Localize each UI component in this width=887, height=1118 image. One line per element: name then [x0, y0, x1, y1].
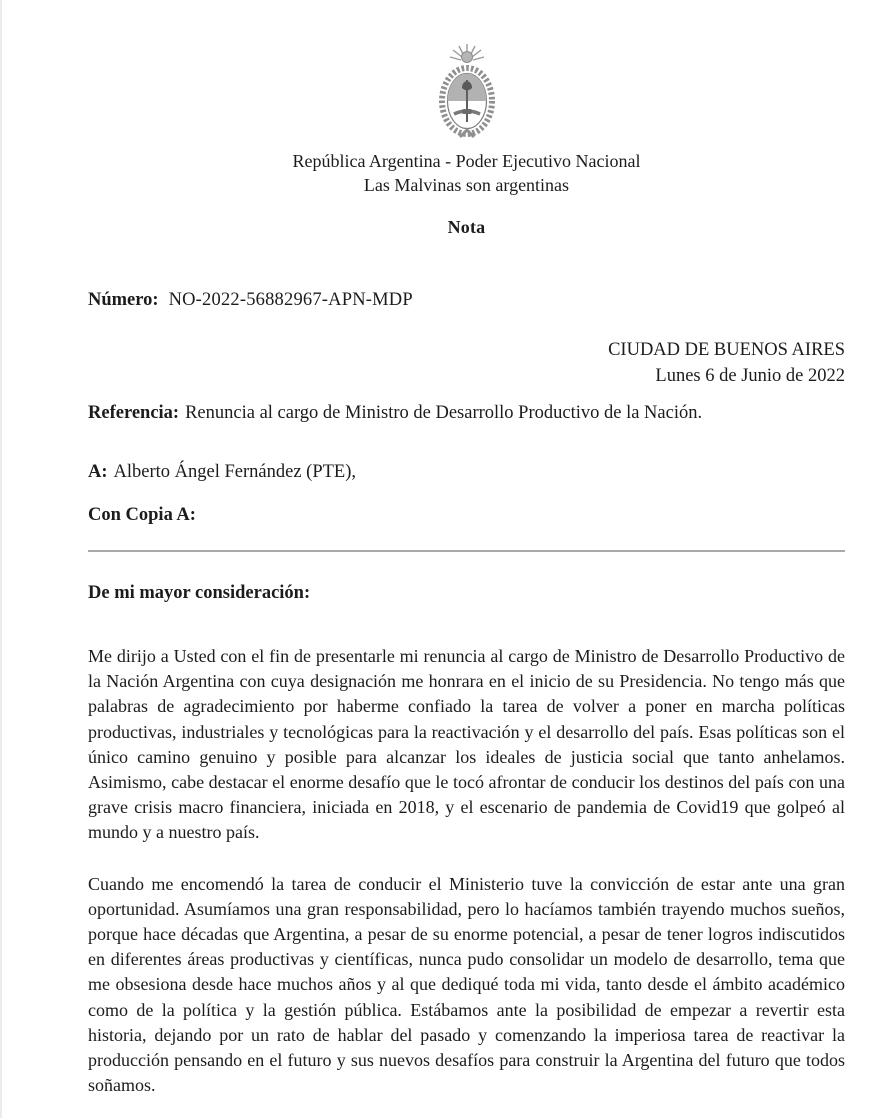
city-line: CIUDAD DE BUENOS AIRES	[608, 340, 845, 360]
crest-container	[88, 44, 845, 147]
document-number-row	[88, 290, 845, 311]
date-line: Lunes 6 de Junio de 2022	[655, 366, 845, 386]
cc-label: Con Copia A:	[88, 505, 196, 525]
addressee-row	[88, 462, 845, 483]
letterhead	[88, 149, 845, 197]
salutation: De mi mayor consideración:	[88, 583, 311, 603]
referencia-value: Renuncia al cargo de Ministro de Desarrollo Productivo de la Nación.	[185, 403, 703, 423]
referencia-label: Referencia:	[88, 403, 180, 423]
argentina-coat-of-arms-icon	[417, 44, 517, 142]
body-paragraph-2: Cuando me encomendó la tarea de conducir el Ministerio tuve la convicción de estar ante una gran oportunidad. Asumíamos una gran responsabilidad, pero lo hacíamos también trayendo muchos sueños, porque hace décadas que Argentina, a pesar de su enorme potencial, a pesar de tener logros indiscutidos en diferentes áreas productivas y científicas, nunca pudo consolidar un modelo de desarrollo, tema que me obsesiona desde hace muchos años y al que dediqué toda mi vida, tanto desde el ámbito académico como de la política y la gestión pública. Estábamos ante la posibilidad de empezar a revertir esta historia, dejando por un rato de hablar del pasado y comenzando la imperiosa tarea de reactivar la producción pensando en el futuro y sus nuevos desafíos para construir la Argentina del futuro que todos soñamos.	[88, 873, 845, 1096]
addressee-label: A:	[88, 462, 108, 482]
numero-value: NO-2022-56882967-APN-MDP	[168, 290, 413, 310]
numero-label: Número:	[88, 290, 159, 310]
body-paragraph-1: Me dirijo a Usted con el fin de presentarle mi renuncia al cargo de Ministro de Desarrollo Productivo de la Nación Argentina con cuya designación me honrara en el inicio de su Presidencia. No tengo más que palabras de agradecimiento por haberme confiado la tarea de volver a poner en marcha políticas productivas, industriales y tecnológicas para la reactivación y el desarrollo del país. Esas políticas son el único camino genuino y posible para alcanzar los ideales de justicia social que tanto anhelamos. Asimismo, cabe destacar el enorme desafío que le tocó afrontar de conducir los destinos del país con una grave crisis macro financiera, iniciada en 2018, y el escenario de pandemia de Covid19 que golpeó al mundo y a nuestro país.	[88, 646, 845, 843]
city-date-block	[88, 337, 845, 389]
referencia-row	[88, 403, 845, 424]
document-type-title: Nota	[447, 217, 486, 237]
horizontal-divider	[88, 550, 845, 552]
addressee-value: Alberto Ángel Fernández (PTE),	[113, 462, 357, 482]
letterhead-line-1: República Argentina - Poder Ejecutivo Nacional	[292, 151, 641, 171]
letterhead-line-2: Las Malvinas son argentinas	[363, 175, 570, 195]
document-content	[2, 44, 887, 1098]
